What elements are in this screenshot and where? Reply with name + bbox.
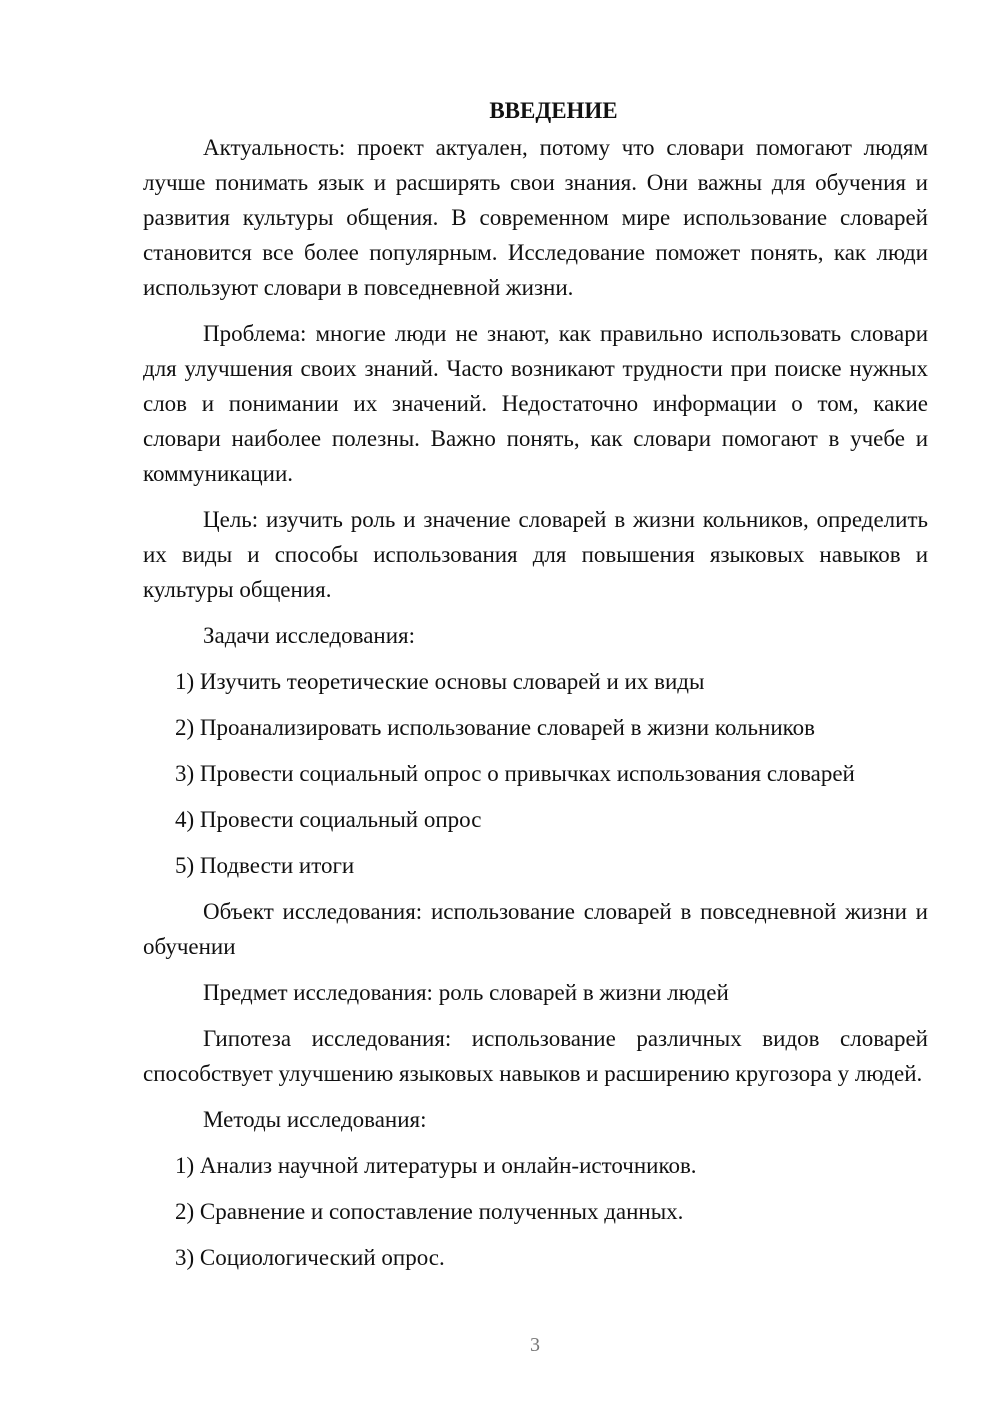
list-item: 1) Изучить теоретические основы словарей и их виды <box>175 669 705 694</box>
tasks-list <box>143 664 928 883</box>
relevance-paragraph: Актуальность: проект актуален, потому что словари помогают людям лучше понимать язык и расширять свои знания. Они важны для обучения и развития культуры общения. В современном мире использование словарей становится все более популярным. Исследование поможет понять, как люди используют словари в повседневной жизни. <box>143 135 928 300</box>
tasks-heading: Задачи исследования: <box>203 623 416 648</box>
hypothesis-paragraph: Гипотеза исследования: использование различных видов словарей способствует улучшению языковых навыков и расширению кругозора у людей. <box>143 1026 928 1086</box>
list-item: 4) Провести социальный опрос <box>175 807 482 832</box>
goal-paragraph: Цель: изучить роль и значение словарей в жизни кольников, определить их виды и способы использования для повышения языковых навыков и культуры общения. <box>143 507 928 602</box>
list-item: 1) Анализ научной литературы и онлайн-источников. <box>175 1153 697 1178</box>
page-number: 3 <box>530 1334 540 1356</box>
methods-heading: Методы исследования: <box>203 1107 427 1132</box>
list-item: 5) Подвести итоги <box>175 853 355 878</box>
section-title: ВВЕДЕНИЕ <box>489 98 618 123</box>
problem-paragraph: Проблема: многие люди не знают, как правильно использовать словари для улучшения своих знаний. Часто возникают трудности при поиске нужных слов и понимании их значений. Недостаточно информации о том, какие словари наиболее полезны. Важно понять, как словари помогают в учебе и коммуникации. <box>143 321 928 486</box>
methods-list <box>143 1148 928 1275</box>
subject-paragraph: Предмет исследования: роль словарей в жизни людей <box>203 980 729 1005</box>
list-item: 2) Сравнение и сопоставление полученных данных. <box>175 1199 684 1224</box>
list-item: 2) Проанализировать использование словарей в жизни кольников <box>175 715 816 740</box>
object-paragraph: Объект исследования: использование словарей в повседневной жизни и обучении <box>143 899 928 959</box>
list-item: 3) Провести социальный опрос о привычках использования словарей <box>175 761 855 786</box>
list-item: 3) Социологический опрос. <box>175 1245 445 1270</box>
